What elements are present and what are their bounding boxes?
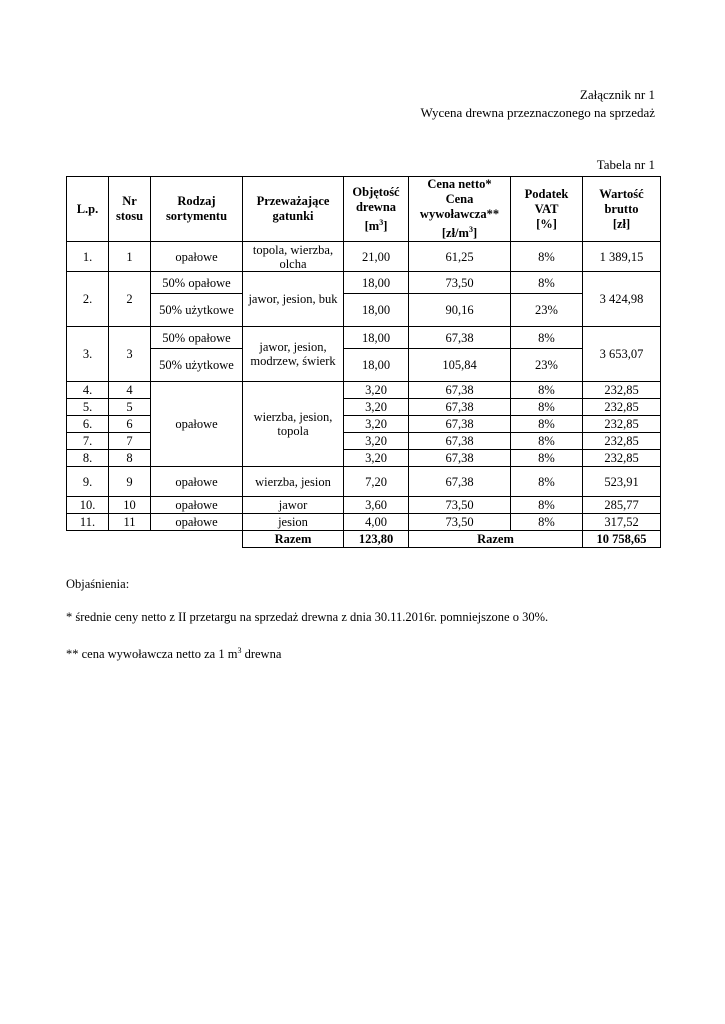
cell-cena: 67,38 — [409, 450, 511, 467]
cell-lp: 3. — [67, 327, 109, 382]
cell-objetosc: 18,00 — [344, 349, 409, 382]
notes-section — [66, 577, 548, 680]
cell-lp: 8. — [67, 450, 109, 467]
cell-rodzaj: opałowe — [151, 382, 243, 467]
cell-brutto: 232,85 — [583, 399, 661, 416]
cell-vat: 8% — [511, 272, 583, 294]
cell-brutto: 232,85 — [583, 382, 661, 399]
cell-nr: 7 — [109, 433, 151, 450]
cell-rodzaj: 50% użytkowe — [151, 349, 243, 382]
cell-lp: 2. — [67, 272, 109, 327]
cell-brutto: 317,52 — [583, 514, 661, 531]
table-header-row — [67, 177, 661, 242]
cell-vat: 8% — [511, 327, 583, 349]
cell-lp: 6. — [67, 416, 109, 433]
cell-gatunki: jawor — [243, 497, 344, 514]
cell-brutto: 232,85 — [583, 416, 661, 433]
valuation-table — [66, 176, 661, 548]
cell-brutto: 232,85 — [583, 433, 661, 450]
cell-lp: 7. — [67, 433, 109, 450]
table-row — [67, 467, 661, 497]
note-1: * średnie ceny netto z II przetargu na sprzedaż drewna z dnia 30.11.2016r. pomniejszone o 30%. — [66, 610, 549, 624]
cell-nr: 4 — [109, 382, 151, 399]
cell-nr: 6 — [109, 416, 151, 433]
cell-nr: 5 — [109, 399, 151, 416]
table-row — [67, 242, 661, 272]
cell-vat: 8% — [511, 497, 583, 514]
cell-vat: 23% — [511, 349, 583, 382]
cell-gatunki: jawor, jesion, buk — [243, 272, 344, 327]
cell-brutto: 1 389,15 — [583, 242, 661, 272]
cell-vat: 8% — [511, 242, 583, 272]
cell-cena: 67,38 — [409, 382, 511, 399]
note-2: ** cena wywoławcza netto za 1 $m^3$ drewna — [66, 646, 282, 662]
notes-title: Objaśnienia: — [66, 577, 130, 591]
cell-objetosc: 18,00 — [344, 272, 409, 294]
cell-vat: 8% — [511, 433, 583, 450]
cell-rodzaj: opałowe — [151, 514, 243, 531]
cell-nr: 9 — [109, 467, 151, 497]
cell-gatunki: wierzba, jesion — [243, 467, 344, 497]
col-header-cena: Cena netto* Cena wywoławcza** $[zł/m^3]$ — [409, 177, 511, 242]
cell-nr: 1 — [109, 242, 151, 272]
cell-brutto: 232,85 — [583, 450, 661, 467]
col-header-lp: L.p. — [67, 177, 109, 242]
total-value: 10 758,65 — [583, 531, 661, 548]
cell-brutto: 3 424,98 — [583, 272, 661, 327]
attachment-title: Wycena drewna przeznaczonego na sprzedaż — [420, 105, 655, 120]
table-row — [67, 382, 661, 399]
cell-vat: 8% — [511, 399, 583, 416]
cell-rodzaj: 50% opałowe — [151, 327, 243, 349]
cell-cena: 73,50 — [409, 514, 511, 531]
table-row — [67, 294, 661, 327]
cell-nr: 8 — [109, 450, 151, 467]
cell-lp: 1. — [67, 242, 109, 272]
attachment-number: Załącznik nr 1 — [579, 87, 655, 102]
cell-objetosc: 7,20 — [344, 467, 409, 497]
cell-nr: 2 — [109, 272, 151, 327]
cell-rodzaj: opałowe — [151, 242, 243, 272]
cell-cena: 67,38 — [409, 399, 511, 416]
total-spacer — [67, 531, 243, 548]
cell-objetosc: 21,00 — [344, 242, 409, 272]
cell-objetosc: 18,00 — [344, 327, 409, 349]
cell-vat: 8% — [511, 382, 583, 399]
table-row — [67, 327, 661, 349]
cell-vat: 8% — [511, 514, 583, 531]
cell-objetosc: 3,20 — [344, 382, 409, 399]
cell-lp: 5. — [67, 399, 109, 416]
cell-objetosc: 3,20 — [344, 399, 409, 416]
cell-rodzaj: opałowe — [151, 497, 243, 514]
col-header-rodzaj: Rodzaj sortymentu — [151, 177, 243, 242]
cell-gatunki: jawor, jesion, modrzew, świerk — [243, 327, 344, 382]
cell-objetosc: 4,00 — [344, 514, 409, 531]
cell-nr: 11 — [109, 514, 151, 531]
cell-gatunki: topola, wierzba, olcha — [243, 242, 344, 272]
cell-rodzaj: 50% opałowe — [151, 272, 243, 294]
cell-cena: 67,38 — [409, 467, 511, 497]
cell-cena: 73,50 — [409, 272, 511, 294]
table-row — [67, 349, 661, 382]
cell-objetosc: 3,20 — [344, 416, 409, 433]
cell-vat: 23% — [511, 294, 583, 327]
cell-vat: 8% — [511, 416, 583, 433]
cell-cena: 73,50 — [409, 497, 511, 514]
cell-brutto: 523,91 — [583, 467, 661, 497]
cell-lp: 4. — [67, 382, 109, 399]
cell-vat: 8% — [511, 450, 583, 467]
total-label-volume: Razem — [243, 531, 344, 548]
total-label-value: Razem — [409, 531, 583, 548]
col-header-brutto: Wartość brutto [zł] — [583, 177, 661, 242]
cell-nr: 10 — [109, 497, 151, 514]
cell-rodzaj: opałowe — [151, 467, 243, 497]
cell-gatunki: wierzba, jesion, topola — [243, 382, 344, 467]
cell-cena: 61,25 — [409, 242, 511, 272]
cell-brutto: 3 653,07 — [583, 327, 661, 382]
cell-cena: 67,38 — [409, 327, 511, 349]
table-row — [67, 514, 661, 531]
table-label: Tabela nr 1 — [596, 157, 655, 172]
cell-objetosc: 18,00 — [344, 294, 409, 327]
cell-cena: 67,38 — [409, 433, 511, 450]
cell-objetosc: 3,60 — [344, 497, 409, 514]
cell-cena: 90,16 — [409, 294, 511, 327]
cell-gatunki: jesion — [243, 514, 344, 531]
cell-lp: 9. — [67, 467, 109, 497]
cell-objetosc: 3,20 — [344, 433, 409, 450]
cell-brutto: 285,77 — [583, 497, 661, 514]
col-header-vat: Podatek VAT [%] — [511, 177, 583, 242]
col-header-gatunki: Przeważające gatunki — [243, 177, 344, 242]
cell-lp: 10. — [67, 497, 109, 514]
table-row — [67, 497, 661, 514]
cell-lp: 11. — [67, 514, 109, 531]
cell-cena: 67,38 — [409, 416, 511, 433]
cell-nr: 3 — [109, 327, 151, 382]
table-row — [67, 272, 661, 294]
col-header-nr-stosu: Nr stosu — [109, 177, 151, 242]
cell-objetosc: 3,20 — [344, 450, 409, 467]
cell-vat: 8% — [511, 467, 583, 497]
cell-rodzaj: 50% użytkowe — [151, 294, 243, 327]
col-header-objetosc: Objętość drewna $[m^3]$ — [344, 177, 409, 242]
total-row — [67, 531, 661, 548]
attachment-header — [420, 86, 655, 122]
total-volume: 123,80 — [344, 531, 409, 548]
cell-cena: 105,84 — [409, 349, 511, 382]
